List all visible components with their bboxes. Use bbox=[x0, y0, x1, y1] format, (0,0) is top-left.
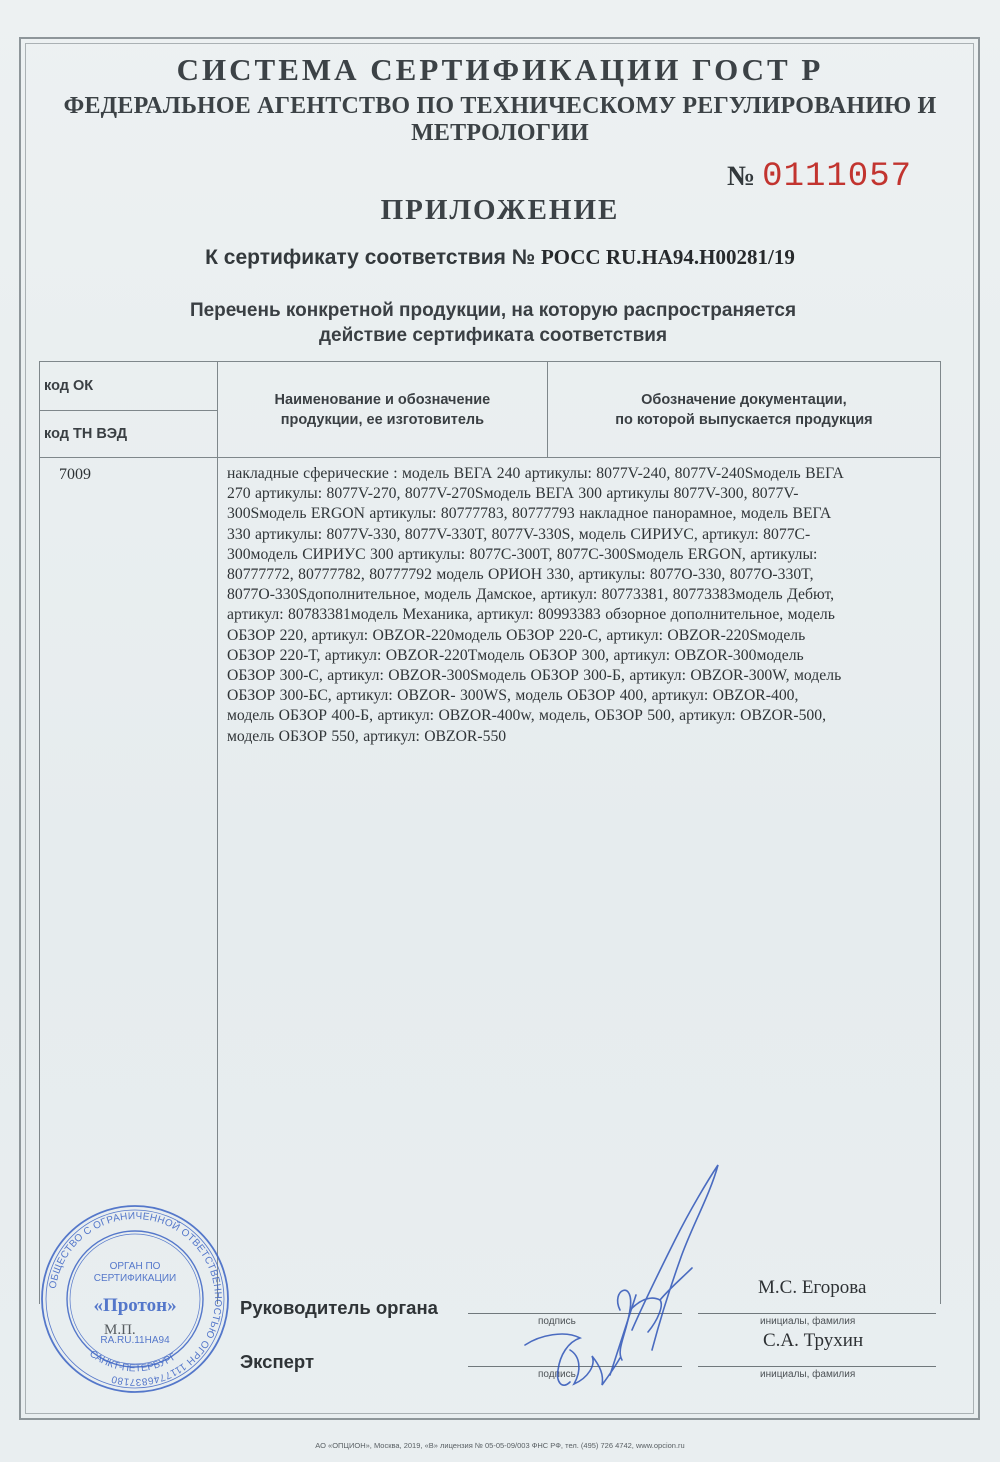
expert-name: С.А. Трухин bbox=[763, 1330, 864, 1351]
system-title: СИСТЕМА СЕРТИФИКАЦИИ ГОСТ Р bbox=[176, 52, 824, 87]
product-description bbox=[227, 464, 907, 747]
table-header-row bbox=[40, 362, 941, 411]
expert-signature-caption: подпись bbox=[538, 1369, 576, 1380]
header-name-line-1: Наименование и обозначение bbox=[274, 391, 491, 408]
description-line: 330 артикулы: 8077V-330, 8077V-330T, 8077V-330S, модель СИРИУС, артикул: 8077C- bbox=[227, 525, 811, 543]
list-title-line-1: Перечень конкретной продукции, на которую распространяется bbox=[189, 300, 797, 321]
seal-place-label: М.П. bbox=[104, 1322, 136, 1338]
annex-title: ПРИЛОЖЕНИЕ bbox=[380, 194, 620, 226]
header-doc-line-1: Обозначение документации, bbox=[641, 391, 847, 408]
description-line: 300модель СИРИУС 300 артикулы: 8077C-300T, 8077C-300Sмодель ERGON, артикулы: bbox=[227, 545, 818, 563]
description-line: модель ОБЗОР 400-Б, артикул: OBZOR-400w, модель, ОБЗОР 500, артикул: OBZOR-500, bbox=[227, 707, 827, 725]
stamp-line-1: ОРГАН ПО bbox=[109, 1261, 161, 1272]
header-name-line-2: продукции, ее изготовитель bbox=[280, 411, 485, 428]
header-documentation bbox=[547, 362, 940, 458]
stamp-line-2: СЕРТИФИКАЦИИ bbox=[93, 1273, 177, 1284]
description-line: ОБЗОР 220, артикул: OBZOR-220модель ОБЗОР 220-С, артикул: OBZOR-220Sмодель bbox=[227, 626, 806, 644]
description-line: артикул: 80783381модель Механика, артикул: 80993383 обзорное дополнительное, модель bbox=[227, 606, 835, 624]
form-number-digits: 0111057 bbox=[762, 158, 912, 196]
description-line: 300Sмодель ERGON артикулы: 80777783, 80777793 накладное панорамное, модель ВЕГА bbox=[227, 505, 832, 523]
list-title bbox=[0, 298, 986, 348]
head-name-caption: инициалы, фамилия bbox=[760, 1316, 856, 1327]
list-title-line-2: действие сертификата соответствия bbox=[318, 325, 668, 346]
agency-title: ФЕДЕРАЛЬНОЕ АГЕНТСТВО ПО ТЕХНИЧЕСКОМУ РЕГУЛИРОВАНИЮ И МЕТРОЛОГИИ bbox=[63, 93, 937, 146]
description-line: 8077O-330Sдополнительное, модель Дамское, артикул: 80773381, 80773383модель Дебют, bbox=[227, 586, 835, 604]
expert-name-caption: инициалы, фамилия bbox=[760, 1369, 856, 1380]
certificate-number: РОСС RU.HA94.H00281/19 bbox=[540, 245, 795, 269]
description-line: 270 артикулы: 8077V-270, 8077V-270Sмодель ВЕГА 300 артикулы 8077V-300, 8077V- bbox=[227, 485, 799, 503]
stamp-name: «Протон» bbox=[93, 1295, 177, 1316]
form-number bbox=[727, 158, 912, 196]
header-product-name bbox=[218, 362, 548, 458]
stamp-registration: RA.RU.11НА94 bbox=[100, 1335, 170, 1346]
header-code-ok: код ОК bbox=[40, 362, 218, 411]
expert-label: Эксперт bbox=[240, 1351, 315, 1372]
header-doc-line-2: по которой выпускается продукция bbox=[615, 411, 873, 428]
handwritten-signature bbox=[470, 1160, 760, 1410]
description-line: ОБЗОР 220-Т, артикул: OBZOR-220Tмодель ОБЗОР 300, артикул: OBZOR-300модель bbox=[227, 646, 804, 664]
description-line: ОБЗОР 300-БС, артикул: OBZOR- 300WS, модель ОБЗОР 400, артикул: OBZOR-400, bbox=[227, 687, 799, 705]
description-line: накладные сферические : модель ВЕГА 240 артикулы: 8077V-240, 8077V-240Sмодель ВЕГА bbox=[227, 465, 844, 482]
description-line: ОБЗОР 300-С, артикул: OBZOR-300Sмодель ОБЗОР 300-Б, артикул: OBZOR-300W, модель bbox=[227, 667, 842, 685]
certificate-reference bbox=[0, 245, 1000, 270]
head-name: М.С. Егорова bbox=[758, 1277, 867, 1298]
certification-body-stamp bbox=[39, 1203, 231, 1395]
head-signature-caption: подпись bbox=[538, 1316, 576, 1327]
number-sign: № bbox=[727, 161, 756, 192]
description-line: 80777772, 80777782, 80777792 модель ОРИОН 330, артикулы: 8077O-330, 8077O-330T, bbox=[227, 566, 814, 584]
certificate-label: К сертификату соответствия № bbox=[205, 246, 536, 269]
product-code: 7009 bbox=[40, 458, 218, 1304]
stamp-outer-text: ОБЩЕСТВО С ОГРАНИЧЕННОЙ ОТВЕТСТВЕННОСТЬЮ ОГРН 1117746837180 bbox=[47, 1210, 224, 1388]
description-line: модель ОБЗОР 550, артикул: OBZOR-550 bbox=[227, 727, 507, 745]
header-code-tn: код ТН ВЭД bbox=[40, 411, 218, 458]
head-of-body-label: Руководитель органа bbox=[240, 1297, 438, 1318]
printer-footer: АО «ОПЦИОН», Москва, 2019, «В» лицензия № 05-05-09/003 ФНС РФ, тел. (495) 726 4742, www.opcion.ru bbox=[315, 1441, 685, 1450]
stamp-bottom-text: САНКТ-ПЕТЕРБУРГ bbox=[87, 1348, 179, 1375]
